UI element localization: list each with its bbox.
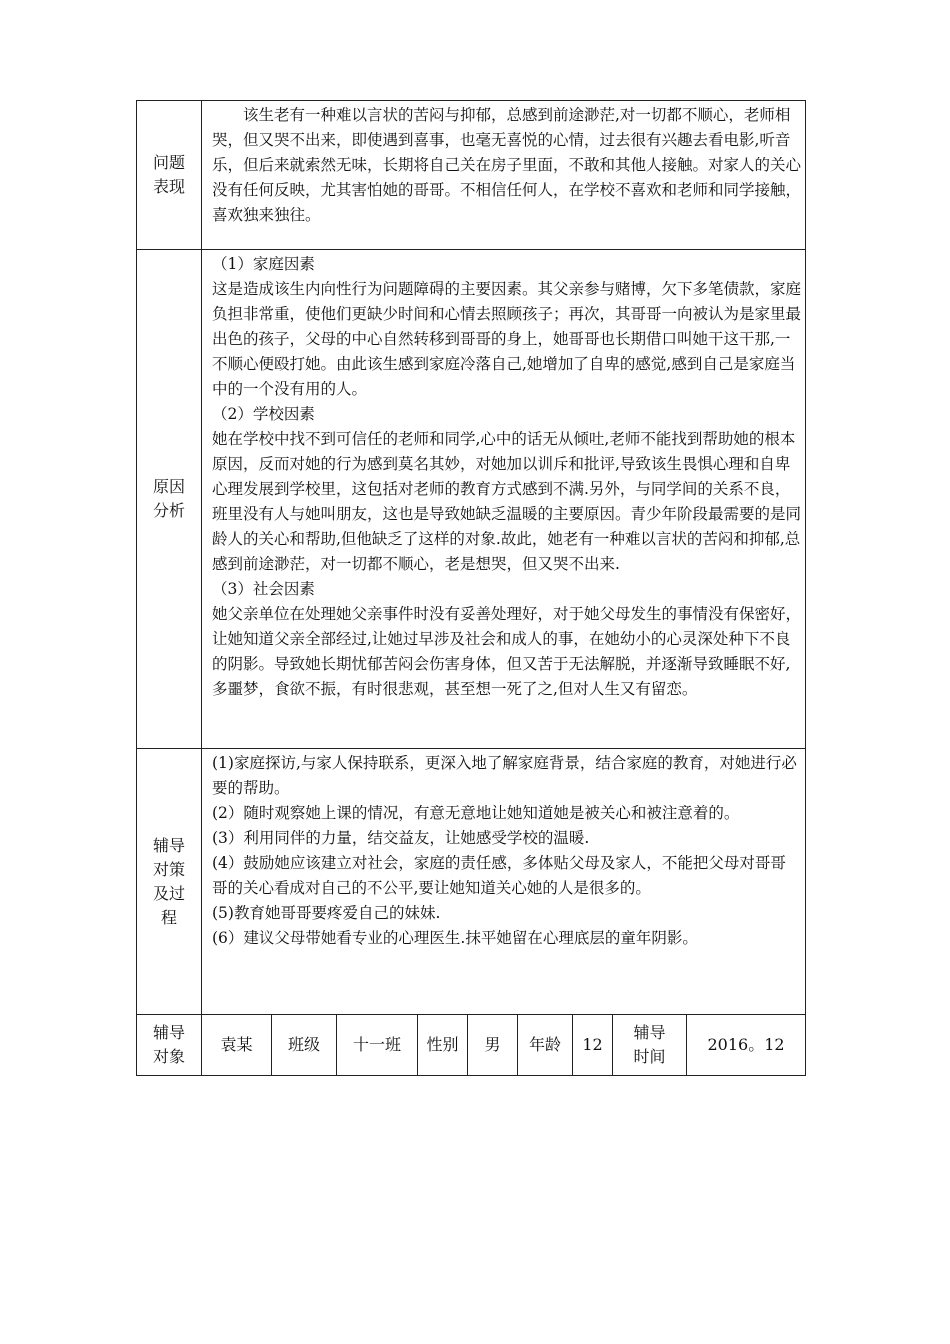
section-heading-family: （1）家庭因素	[212, 255, 315, 273]
section-text-society: 她父亲单位在处理她父亲事件时没有妥善处理好，对于她父母发生的事情没有保密好，让她知道父亲全部经过,让她过早涉及社会和成人的事，在她幼小的心灵深处种下不良的阴影。导致她长期忧郁苦闷会伤害身体，但又苦于无法解脱，并逐渐导致睡眠不好,多噩梦，食欲不振，有时很悲观，甚至想一死了之,但对人生又有留恋。	[212, 605, 802, 698]
target-label-line: 辅导	[152, 1023, 185, 1042]
measures-label-line: 及过	[152, 883, 185, 903]
measures-label-line: 程	[160, 907, 177, 927]
measure-item: (3）利用同伴的力量，结交益友，让她感受学校的温暖.	[212, 829, 590, 847]
time-label	[613, 1015, 687, 1076]
measure-item: (1)家庭探访,与家人保持联系，更深入地了解家庭背景，结合家庭的教育，对她进行必要的帮助。	[212, 754, 797, 797]
measures-content	[202, 749, 806, 1015]
analysis-content	[202, 250, 806, 749]
class-value: 十一班	[337, 1015, 418, 1076]
problem-label-line: 问题	[152, 153, 185, 172]
target-label-line: 对象	[152, 1047, 185, 1066]
time-label-line: 辅导	[633, 1023, 666, 1042]
problem-label	[137, 101, 202, 250]
measure-item: (6）建议父母带她看专业的心理医生.抹平她留在心理底层的童年阴影。	[212, 929, 698, 947]
analysis-label-line: 原因	[152, 477, 185, 496]
measures-label	[137, 749, 202, 1015]
measure-item: (4）鼓励她应该建立对社会，家庭的责任感，多体贴父母及家人，不能把父母对哥哥哥的关心看成对自己的不公平,要让她知道关心她的人是很多的。	[212, 854, 786, 897]
analysis-label	[137, 250, 202, 749]
measures-label-line: 辅导	[152, 835, 185, 855]
gender-label: 性别	[418, 1015, 468, 1076]
student-name: 袁某	[202, 1015, 272, 1076]
section-text-family: 这是造成该生内向性行为问题障碍的主要因素。其父亲参与赌博，欠下多笔债款，家庭负担非常重，使他们更缺少时间和心情去照顾孩子；再次，其哥哥一向被认为是家里最出色的孩子，父母的中心自然转移到哥哥的身上，她哥哥也长期借口叫她干这干那,一不顺心便殴打她。由此该生感到家庭冷落自己,她增加了自卑的感觉,感到自己是家庭当中的一个没有用的人。	[212, 280, 802, 398]
target-label	[137, 1015, 202, 1076]
class-label: 班级	[272, 1015, 337, 1076]
footer-row	[137, 1015, 806, 1076]
counseling-record-table	[136, 100, 806, 1076]
age-value: 12	[573, 1015, 613, 1076]
analysis-row	[137, 250, 806, 749]
age-label: 年龄	[518, 1015, 573, 1076]
time-value: 2016。12	[687, 1015, 806, 1076]
measures-label-line: 对策	[152, 859, 185, 879]
problem-text: 该生老有一种难以言状的苦闷与抑郁，总感到前途渺茫,对一切都不顺心，老师相哭，但又哭不出来，即使遇到喜事，也毫无喜悦的心情，过去很有兴趣去看电影,听音乐，但后来就索然无味，长期将自己关在房子里面，不敢和其他人接触。对家人的关心没有任何反映，尤其害怕她的哥哥。不相信任何人，在学校不喜欢和老师和同学接触，喜欢独来独往。	[212, 106, 802, 224]
section-heading-school: （2）学校因素	[212, 405, 315, 423]
gender-value: 男	[468, 1015, 518, 1076]
problem-label-line: 表现	[152, 177, 185, 196]
analysis-label-line: 分析	[152, 501, 185, 520]
measure-item: (5)教育她哥哥要疼爱自己的妹妹.	[212, 904, 441, 922]
section-heading-society: （3）社会因素	[212, 580, 315, 598]
measures-row	[137, 749, 806, 1015]
problem-row	[137, 101, 806, 250]
time-label-line: 时间	[633, 1047, 666, 1066]
problem-content	[202, 101, 806, 250]
measure-item: (2）随时观察她上课的情况，有意无意地让她知道她是被关心和被注意着的。	[212, 804, 740, 822]
section-text-school: 她在学校中找不到可信任的老师和同学,心中的话无从倾吐,老师不能找到帮助她的根本原因，反而对她的行为感到莫名其妙，对她加以训斥和批评,导致该生畏惧心理和自卑心理发展到学校里，这包括对老师的教育方式感到不满.另外，与同学间的关系不良，班里没有人与她叫朋友，这也是导致她缺乏温暖的主要原因。青少年阶段最需要的是同龄人的关心和帮助,但他缺乏了这样的对象.故此，她老有一种难以言状的苦闷和抑郁,总感到前途渺茫，对一切都不顺心，老是想哭，但又哭不出来.	[212, 430, 802, 573]
